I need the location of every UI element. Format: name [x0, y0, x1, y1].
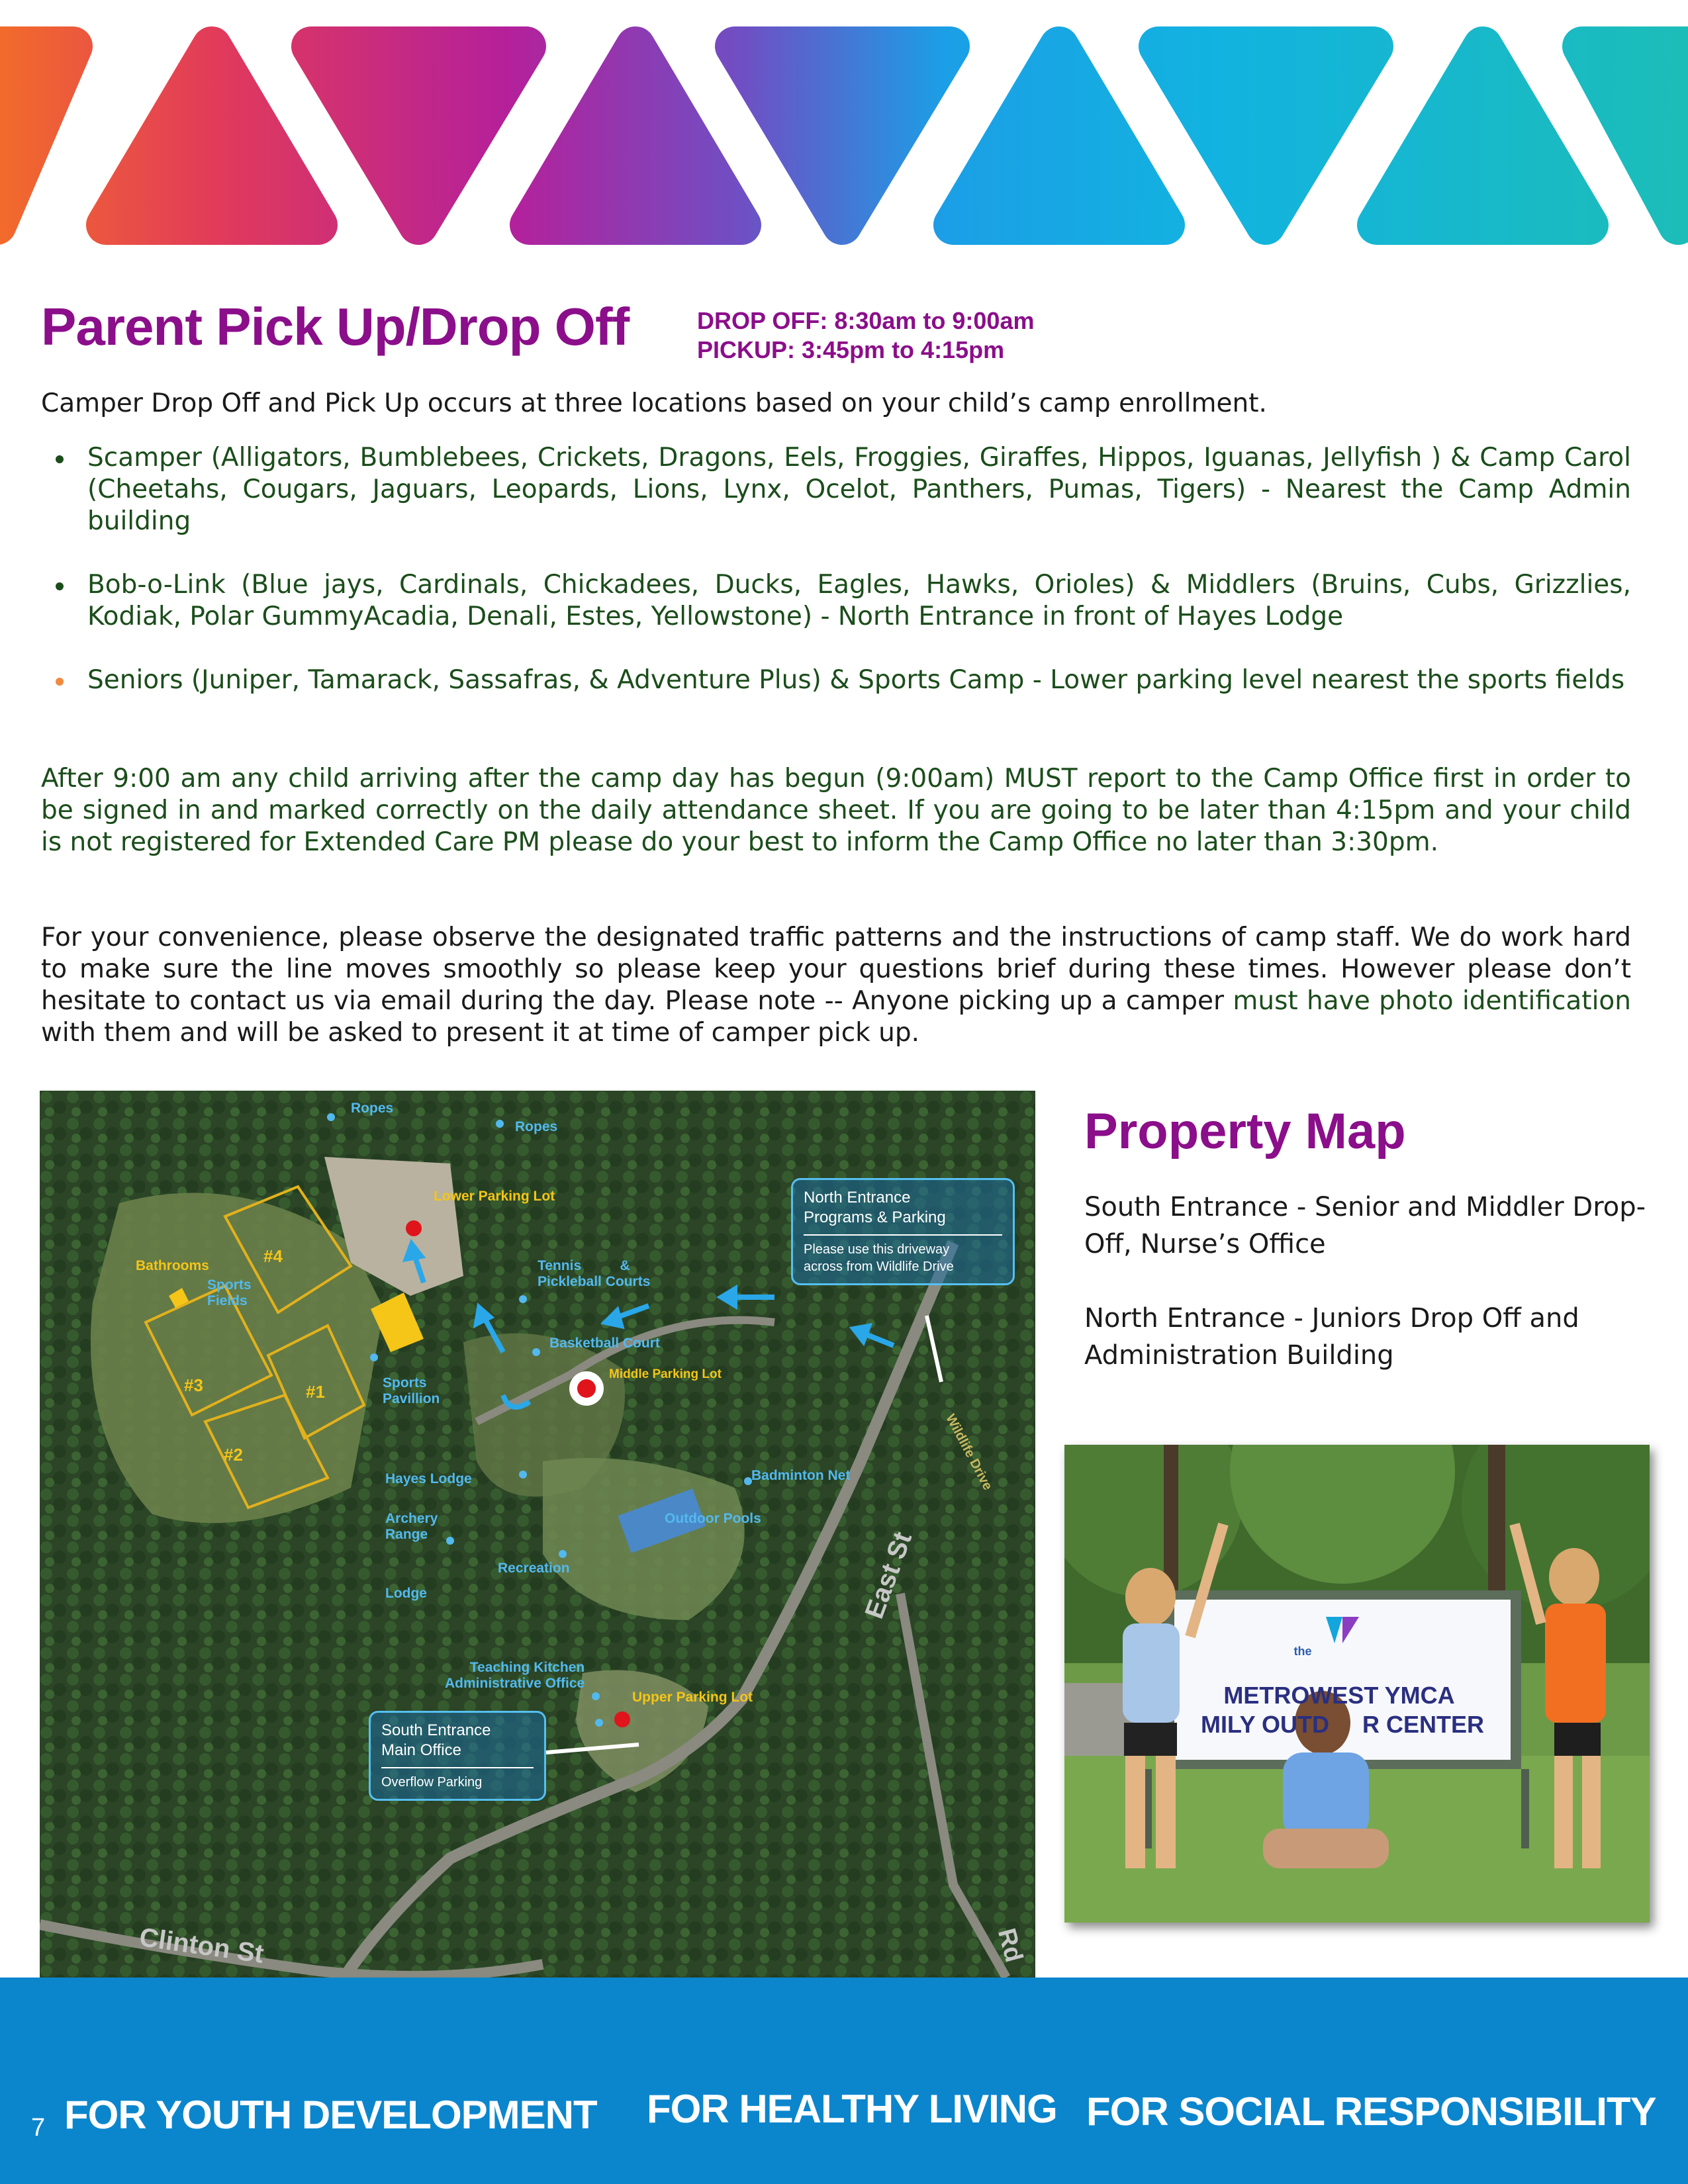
- list-item-text: Scamper (Alligators, Bumblebees, Crickets, Dragons, Eels, Froggies, Giraffes, Hippos, Iguanas, Jellyfish ) & Camp Carol (Cheetahs, Cougars, Jaguars, Leopards, Lions, Lynx, Ocelot, Panthers, Pumas, Tigers) - Nearest the Camp Admin building: [87, 443, 1631, 536]
- footer-social-responsibility: FOR SOCIAL RESPONSIBILITY: [1086, 2089, 1656, 2134]
- sign-line-2: [1177, 1711, 1508, 1739]
- list-item: [41, 664, 1631, 696]
- drop-pickup-times: [697, 306, 1034, 365]
- list-item: [41, 442, 1631, 537]
- list-item-text: Bob-o-Link (Blue jays, Cardinals, Chickadees, Ducks, Eagles, Hawks, Orioles) & Middlers (Bruins, Cubs, Grizzlies, Kodiak, Polar GummyAcadia, Denali, Estes, Yellowstone) - North Entrance in front of Hayes Lodge: [87, 570, 1631, 631]
- map-label-field-1: #1: [306, 1382, 325, 1402]
- property-map-image: [40, 1091, 1035, 1978]
- convenience-text-end: with them and will be asked to present it at time of camper pick up.: [41, 1018, 920, 1048]
- road-label-east-st: East St: [859, 1528, 918, 1623]
- banner-triangle: [735, 46, 950, 225]
- convenience-text: For your convenience, please observe the designated traffic patterns and the instructions of camp staff. We do work hard to make sure the line moves smoothly so please keep your questions brief during these times. However please don’t hesitate to contact us via email during the day. Please note -- Anyone picking up a camper: [41, 923, 1631, 1016]
- map-label-archery: Archery Range: [385, 1511, 438, 1542]
- map-label-ropes: Ropes: [351, 1101, 394, 1116]
- banner-triangle: [106, 46, 318, 225]
- map-label-badminton: Badminton Net: [751, 1468, 851, 1483]
- banner-triangle: [311, 46, 526, 225]
- map-label-lower-parking: Lower Parking Lot: [434, 1189, 555, 1204]
- drop-off-time: DROP OFF: 8:30am to 9:00am: [697, 307, 1035, 334]
- banner-triangle: [0, 46, 73, 225]
- header-banner: [0, 0, 1688, 265]
- map-label-sports-pavilion: Sports Pavillion: [383, 1375, 440, 1406]
- map-label-lodge: Lodge: [385, 1586, 427, 1601]
- map-label-field-3: #3: [184, 1375, 203, 1395]
- map-label-middle-parking: Middle Parking Lot: [609, 1367, 722, 1381]
- map-label-outdoor-pools: Outdoor Pools: [665, 1511, 761, 1526]
- property-map-title: Property Map: [1084, 1103, 1406, 1160]
- map-label-field-4: #4: [263, 1246, 283, 1266]
- photo-id-highlight: must have photo identification: [1233, 986, 1631, 1016]
- page-number: 7: [31, 2114, 46, 2142]
- map-label-tennis: Tennis & Pickleball Courts: [538, 1258, 651, 1289]
- south-entrance-callout: [369, 1711, 546, 1801]
- south-callout-title: South Entrance Main Office: [381, 1721, 491, 1759]
- map-label-basketball: Basketball Court: [549, 1336, 660, 1351]
- map-label-ropes: Ropes: [515, 1119, 558, 1134]
- banner-triangle: [1582, 46, 1688, 225]
- banner-triangle: [1158, 46, 1374, 225]
- pickup-time: PICKUP: 3:45pm to 4:15pm: [697, 336, 1005, 363]
- bullet-icon: [56, 678, 64, 686]
- banner-triangle: [1377, 46, 1589, 225]
- footer-youth-development: FOR YOUTH DEVELOPMENT: [64, 2093, 597, 2137]
- north-entrance-callout: [791, 1178, 1015, 1285]
- map-label-upper-parking: Upper Parking Lot: [632, 1690, 753, 1705]
- sign-line-2b: R CENTER: [1362, 1711, 1485, 1738]
- sign-line-2a: MILY OUTD: [1200, 1711, 1329, 1738]
- list-item-text: Seniors (Juniper, Tamarack, Sassafras, & Adventure Plus) & Sports Camp - Lower parking level nearest the sports fields: [87, 665, 1625, 695]
- map-label-field-2: #2: [224, 1445, 243, 1465]
- south-callout-note: Overflow Parking: [381, 1767, 534, 1791]
- north-callout-title: North Entrance Programs & Parking: [804, 1189, 946, 1226]
- late-arrival-paragraph: After 9:00 am any child arriving after the camp day has begun (9:00am) MUST report to the Camp Office first in order to be signed in and marked correctly on the daily attendance sheet. If you are going to be later than 4:15pm and your child is not registered for Extended Care PM please do your best to inform the Camp Office no later than 3:30pm.: [41, 764, 1631, 857]
- intro-paragraph: Camper Drop Off and Pick Up occurs at three locations based on your child’s camp enrollment.: [41, 388, 1267, 418]
- map-label-recreation: Recreation: [498, 1561, 570, 1576]
- road-label-clinton-st: Clinton St: [137, 1923, 266, 1969]
- footer-band: [0, 1978, 1688, 2184]
- road-label-rd: Rd: [992, 1925, 1028, 1966]
- bullet-icon: [56, 582, 64, 590]
- camp-sign-photo: [1064, 1445, 1650, 1923]
- bullet-icon: [56, 455, 64, 463]
- footer-healthy-living: FOR HEALTHY LIVING: [647, 2087, 1057, 2131]
- north-callout-note: Please use this driveway across from Wildlife Drive: [804, 1234, 1002, 1275]
- banner-triangle: [953, 46, 1165, 225]
- road-label-wildlife-drive: Wildlife Drive: [943, 1412, 996, 1493]
- location-list: [41, 442, 1631, 728]
- banner-triangle: [530, 46, 741, 225]
- map-label-bathrooms: Bathrooms: [136, 1258, 209, 1273]
- convenience-paragraph: [41, 922, 1631, 1049]
- map-label-sports-fields: Sports Fields: [207, 1277, 252, 1308]
- page-title: Parent Pick Up/Drop Off: [41, 297, 630, 356]
- map-label-hayes-lodge: Hayes Lodge: [385, 1471, 472, 1486]
- sign-line-1: METROWEST YMCA: [1223, 1682, 1455, 1709]
- list-item: [41, 569, 1631, 633]
- north-entrance-description: North Entrance - Juniors Drop Off and Administration Building: [1084, 1303, 1579, 1371]
- map-label-teaching-kitchen: Teaching Kitchen Administrative Office: [445, 1660, 585, 1691]
- south-entrance-description: South Entrance - Senior and Middler Drop-Off, Nurse’s Office: [1084, 1192, 1646, 1259]
- sign-the: the: [1293, 1645, 1312, 1658]
